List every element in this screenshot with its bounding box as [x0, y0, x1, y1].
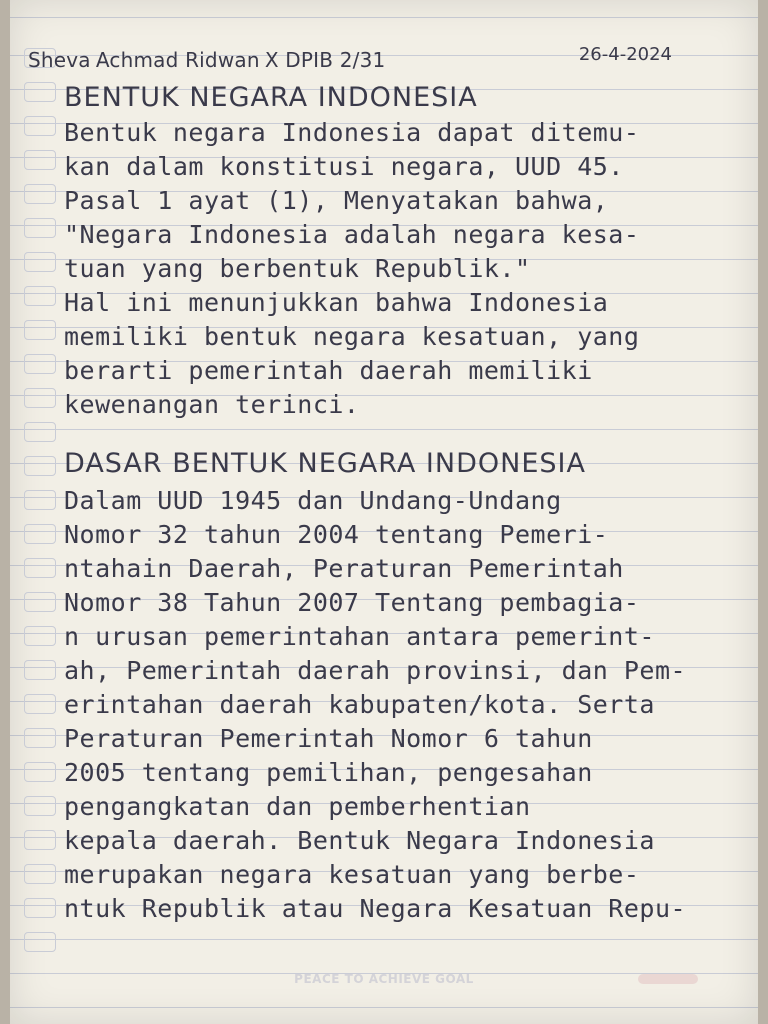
text-line: kan dalam konstitusi negara, UUD 45.	[64, 152, 624, 181]
text-line: ntuk Republik atau Negara Kesatuan Repu-	[64, 894, 687, 923]
margin-box	[24, 252, 56, 272]
section-title: DASAR BENTUK NEGARA INDONESIA	[64, 448, 586, 479]
margin-box	[24, 218, 56, 238]
margin-box	[24, 184, 56, 204]
margin-box	[24, 932, 56, 952]
author-name: Achmad Ridwan	[95, 48, 260, 72]
text-line: Peraturan Pemerintah Nomor 6 tahun	[64, 724, 593, 753]
margin-box	[24, 286, 56, 306]
text-line: erintahan daerah kabupaten/kota. Serta	[64, 690, 655, 719]
text-line: pengangkatan dan pemberhentian	[64, 792, 531, 821]
text-line: Bentuk negara Indonesia dapat ditemu-	[64, 118, 640, 147]
margin-box	[24, 116, 56, 136]
margin-box	[24, 82, 56, 102]
margin-box	[24, 558, 56, 578]
class-label: X DPIB 2/31	[264, 48, 386, 72]
section-body	[64, 484, 686, 926]
text-line: Pasal 1 ayat (1), Menyatakan bahwa,	[64, 186, 609, 215]
margin-box	[24, 898, 56, 918]
margin-box	[24, 150, 56, 170]
margin-box	[24, 864, 56, 884]
text-line: "Negara Indonesia adalah negara kesa-	[64, 220, 640, 249]
notebook-page	[10, 0, 758, 1024]
date: 26-4-2024	[578, 44, 672, 65]
notebook-brand: PEACE TO ACHIEVE GOAL	[294, 972, 474, 986]
text-line: Nomor 32 tahun 2004 tentang Pemeri-	[64, 520, 609, 549]
margin-box	[24, 626, 56, 646]
margin-box	[24, 762, 56, 782]
margin-box	[24, 592, 56, 612]
text-line: tuan yang berbentuk Republik."	[64, 254, 531, 283]
margin-box	[24, 320, 56, 340]
margin-box	[24, 694, 56, 714]
text-line: merupakan negara kesatuan yang berbe-	[64, 860, 640, 889]
section-title: BENTUK NEGARA INDONESIA	[64, 82, 478, 113]
text-line: ah, Pemerintah daerah provinsi, dan Pem-	[64, 656, 687, 685]
text-line: kepala daerah. Bentuk Negara Indonesia	[64, 826, 655, 855]
margin-box	[24, 524, 56, 544]
text-line: 2005 tentang pemilihan, pengesahan	[64, 758, 593, 787]
margin-box	[24, 660, 56, 680]
margin-boxes	[24, 40, 54, 940]
section-body	[64, 116, 639, 422]
text-line: kewenangan terinci.	[64, 390, 360, 419]
text-line: Dalam UUD 1945 dan Undang-Undang	[64, 486, 562, 515]
margin-box	[24, 388, 56, 408]
margin-box	[24, 456, 56, 476]
text-line: n urusan pemerintahan antara pemerint-	[64, 622, 655, 651]
decorative-pill	[638, 974, 698, 984]
margin-box	[24, 490, 56, 510]
text-line: ntahain Daerah, Peraturan Pemerintah	[64, 554, 624, 583]
margin-box	[24, 830, 56, 850]
text-line: berarti pemerintah daerah memiliki	[64, 356, 593, 385]
author-line	[28, 48, 385, 72]
text-line: memiliki bentuk negara kesatuan, yang	[64, 322, 640, 351]
margin-box	[24, 728, 56, 748]
text-line: Hal ini menunjukkan bahwa Indonesia	[64, 288, 609, 317]
name-prefix: Sheva	[28, 48, 91, 72]
margin-box	[24, 354, 56, 374]
margin-box	[24, 796, 56, 816]
margin-box	[24, 422, 56, 442]
text-line: Nomor 38 Tahun 2007 Tentang pembagia-	[64, 588, 640, 617]
